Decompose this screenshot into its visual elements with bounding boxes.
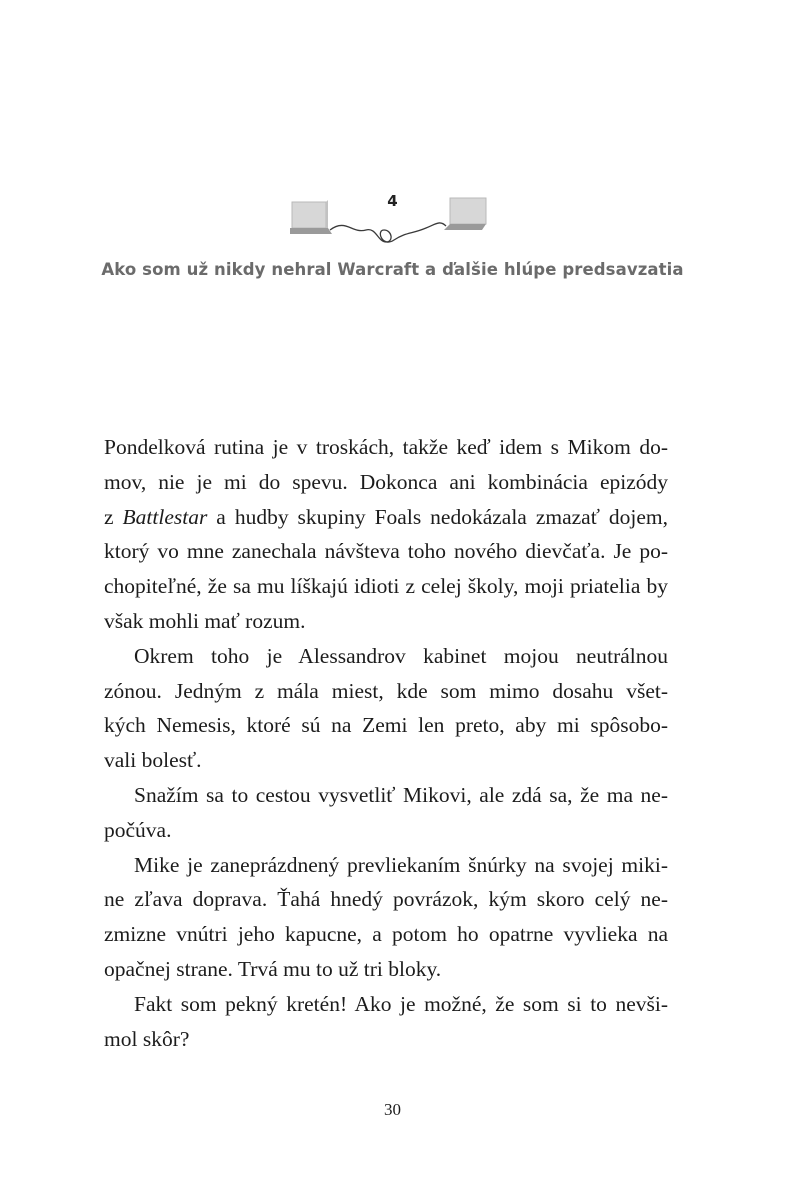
text-line: však mohli mať rozum. [104, 608, 306, 633]
text-line: Pondelková rutina je v troskách, takže keď idem s Mikom do- [104, 435, 668, 459]
text-line: Okrem toho je Alessandrov kabinet mojou neutrálnou [134, 643, 668, 668]
italic-title: Battlestar [122, 504, 208, 529]
text-line: z Battlestar a hudby skupiny Foals nedokázala zmazať dojem, [104, 504, 668, 529]
page-number: 30 [384, 1100, 401, 1119]
text-line: počúva. [104, 817, 172, 842]
text-line: zmizne vnútri jeho kapucne, a potom ho opatrne vyvlieka na [104, 922, 668, 947]
text-line: opačnej strane. Trvá mu to už tri bloky. [104, 956, 442, 981]
text-line: vali bolesť. [104, 748, 202, 773]
chapter-title: Ako som už nikdy nehral Warcraft a ďalšie hlúpe predsavzatia [101, 260, 684, 279]
chapter-number: 4 [387, 192, 398, 210]
text-line: chopiteľné, že sa mu líškajú idioti z celej školy, moji priatelia by [104, 574, 668, 599]
text-line: mol skôr? [104, 1026, 190, 1051]
chapter-header [0, 180, 785, 300]
text-line: ktorý vo mne zanechala návšteva toho nového dievčaťa. Je po- [104, 539, 668, 564]
text-line: Fakt som pekný kretén! Ako je možné, že som si to nevši- [134, 991, 668, 1016]
text-line: Mike je zaneprázdnený prevliekaním šnúrky na svojej miki- [134, 852, 668, 877]
text-line: kých Nemesis, ktoré sú na Zemi len preto, aby mi spôsobo- [104, 713, 668, 738]
text-line: zónou. Jedným z mála miest, kde som mimo dosahu všet- [104, 678, 668, 703]
text-line: mov, nie je mi do spevu. Dokonca ani kombinácia epizódy [104, 469, 668, 494]
text-line: ne zľava doprava. Ťahá hnedý povrázok, kým skoro celý ne- [104, 887, 668, 912]
body-text [104, 430, 668, 1056]
text-line: Snažím sa to cestou vysvetliť Mikovi, ale zdá sa, že ma ne- [134, 782, 668, 807]
